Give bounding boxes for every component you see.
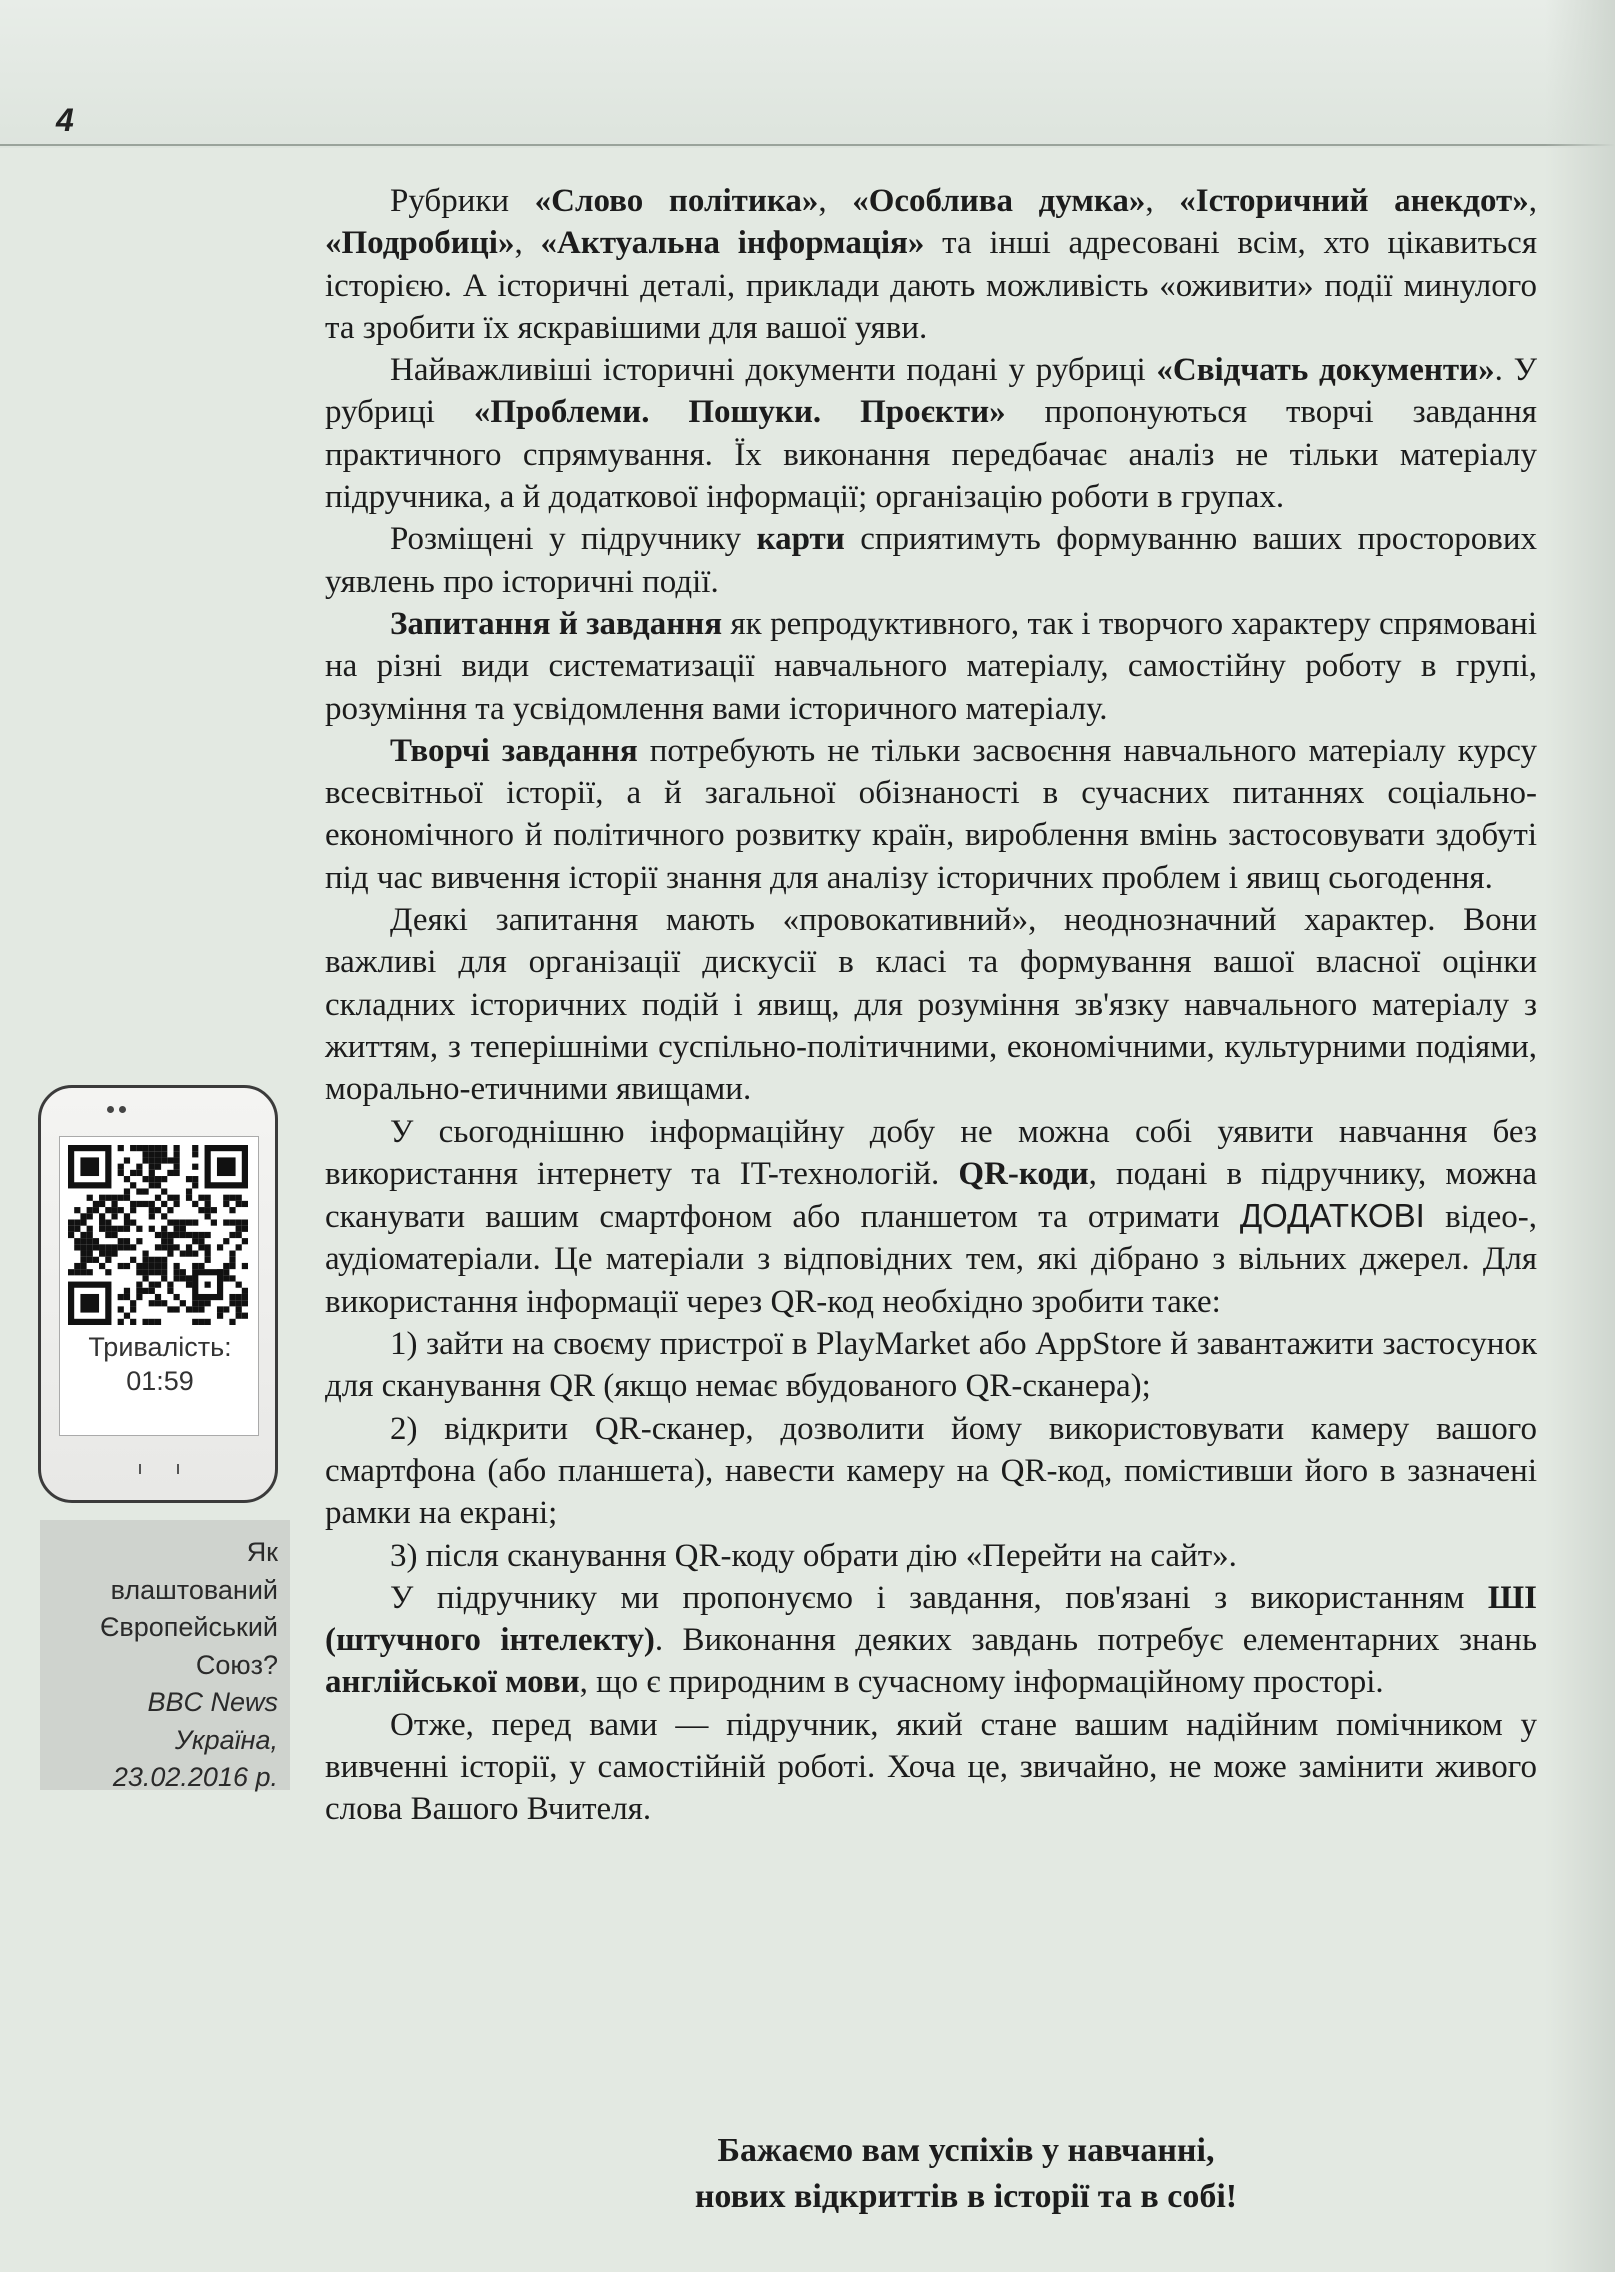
paragraph [325, 349, 1537, 518]
text-run: потребують не тільки засвоєння навчального матеріалу курсу всесвітньої історії, а й загальної обізнаності в сучасних питаннях соціально-економічного й політичного розвитку країн, вироблення вмінь застосовувати здобуті під час вивчення історії знання для аналізу історичних проблем і явищ сьогодення. [325, 732, 1537, 896]
bold-term: «Особлива думка» [852, 183, 1146, 219]
caption-line: влаштований [110, 1574, 278, 1605]
page-number: 4 [56, 102, 74, 138]
qr-code[interactable] [68, 1145, 248, 1325]
qr-caption [40, 1520, 290, 1790]
text-run: Розміщені у підручнику [390, 521, 757, 558]
bold-term: QR-коди [958, 1155, 1089, 1192]
text-run: Деякі запитання мають «провокативний», неоднозначний характер. Вони важливі для організації дискусії в класі та формування вашої власної оцінки складних історичних подій і явищ, для розуміння зв'язку навчального матеріалу з життям, з теперішніми суспільно-політичними, економічними, культурними подіями, морально-етичними явищами. [325, 902, 1537, 1108]
page-header [0, 0, 1615, 148]
duration-label [41, 1330, 279, 1398]
bold-term: «Свідчать документи» [1156, 352, 1495, 389]
page-edge-shadow [1545, 0, 1615, 2272]
bold-term: «Подробиці» [325, 225, 515, 262]
bold-term: «Слово політика» [534, 183, 819, 219]
text-run: Отже, перед вами — підручник, який стане вашим надійним помічником у вивченні історії, у самостійній роботі. Хоча це, звичайно, не може замінити живого слова Вашого Вчителя. [325, 1706, 1537, 1828]
text-run: , [1145, 183, 1180, 219]
text-run: відео-, аудіоматеріали. Це матеріали з відповідних тем, які дібрано з вільних джерел. Для використання інформації через QR-код необхідно зробити таке: [325, 1199, 1537, 1320]
text-run: , [818, 183, 853, 219]
paragraph [325, 180, 1537, 349]
paragraph [325, 518, 1537, 603]
duration-value: 01:59 [126, 1366, 194, 1396]
closing-line-2: нових відкриттів в історії та в собі! [694, 2178, 1238, 2215]
text-run: Рубрики [390, 183, 535, 219]
paragraph [325, 1111, 1537, 1323]
body-text [325, 180, 1537, 1831]
bold-term: англійської мови [325, 1664, 580, 1701]
paragraph [325, 1704, 1537, 1831]
paragraph [325, 730, 1537, 899]
text-run: Найважливіші історичні документи подані у рубриці [390, 352, 1157, 389]
paragraph [325, 1577, 1537, 1704]
text-run: , [514, 225, 541, 262]
closing-line-1: Бажаємо вам успіхів у навчанні, [717, 2132, 1215, 2169]
smartphone-illustration [38, 1085, 278, 1503]
bold-term: карти [756, 521, 845, 558]
caption-source: BBC News [147, 1687, 278, 1717]
closing-wish [325, 2128, 1537, 2220]
text-run: сприятимуть формуванню ваших просторових уявлень про історичні події. [325, 521, 1538, 600]
text-run: пропонуються творчі завдання практичного спрямування. Їх виконання передбачає аналіз не тільки матеріалу підручника, а й додаткової інформації; організацію роботи в групах. [325, 394, 1537, 516]
bold-term: «Актуальна інформація» [540, 225, 925, 262]
paragraph [325, 1323, 1537, 1408]
text-run: . Виконання деяких завдань потребує елементарних знань [654, 1622, 1538, 1659]
caption-line: Європейський [99, 1612, 278, 1642]
duration-title: Тривалість: [88, 1332, 232, 1362]
bold-term: Запитання й завдання [390, 605, 723, 642]
caption-source: Україна, [174, 1724, 278, 1755]
paragraph [325, 899, 1537, 1110]
phone-speaker [107, 1106, 207, 1112]
bold-term: «Історичний анекдот» [1179, 183, 1529, 219]
caps-term: ДОДАТКОВІ [1239, 1197, 1425, 1235]
paragraph [325, 1408, 1537, 1535]
home-button-icon [129, 1462, 189, 1476]
paragraph [325, 1535, 1537, 1577]
header-rule [0, 144, 1615, 146]
text-run: , подані в підручнику, можна сканувати вашим смартфоном або планшетом та отримати [325, 1155, 1537, 1236]
text-run: , що є природним в сучасному інформаційному просторі. [579, 1664, 1384, 1701]
text-run: У підручнику ми пропонуємо і завдання, пов'язані з використанням [390, 1579, 1488, 1616]
bold-term: «Проблеми. Пошуки. Проєкти» [473, 394, 1006, 431]
text-run: та інші адресовані всім, хто цікавиться історією. А історичні деталі, приклади дають можливість «оживити» події минулого та зробити їх яскравішими для вашої уяви. [325, 225, 1537, 346]
text-run: . У рубриці [325, 352, 1537, 431]
bold-term: ШІ (штучного інтелекту) [325, 1579, 1537, 1659]
text-run: 3) після сканування QR-коду обрати дію «Перейти на сайт». [390, 1537, 1237, 1574]
text-run: 1) зайти на своєму пристрої в PlayMarket або AppStore й завантажити застосунок для сканування QR (якщо немає вбудованого QR-сканера); [325, 1326, 1537, 1405]
text-run: У сьогоднішню інформаційну добу не можна собі уявити навчання без використання інтернету та IT-технологій. [325, 1113, 1537, 1192]
paragraph [325, 603, 1537, 730]
text-run: , [1528, 183, 1538, 219]
text-run: 2) відкрити QR-сканер, дозволити йому використовувати камеру вашого смартфона (або планшета), навести камеру на QR-код, помістивши його в зазначені рамки на екрані; [325, 1410, 1537, 1532]
text-run: як репродуктивного, так і творчого характеру спрямовані на різні види систематизації навчального матеріалу, самостійну роботу в групі, розуміння та усвідомлення вами історичного матеріалу. [325, 605, 1537, 727]
caption-line: Як [246, 1537, 278, 1567]
bold-term: Творчі завдання [390, 732, 638, 769]
caption-date: 23.02.2016 р. [112, 1762, 278, 1792]
caption-line: Союз? [195, 1649, 278, 1680]
